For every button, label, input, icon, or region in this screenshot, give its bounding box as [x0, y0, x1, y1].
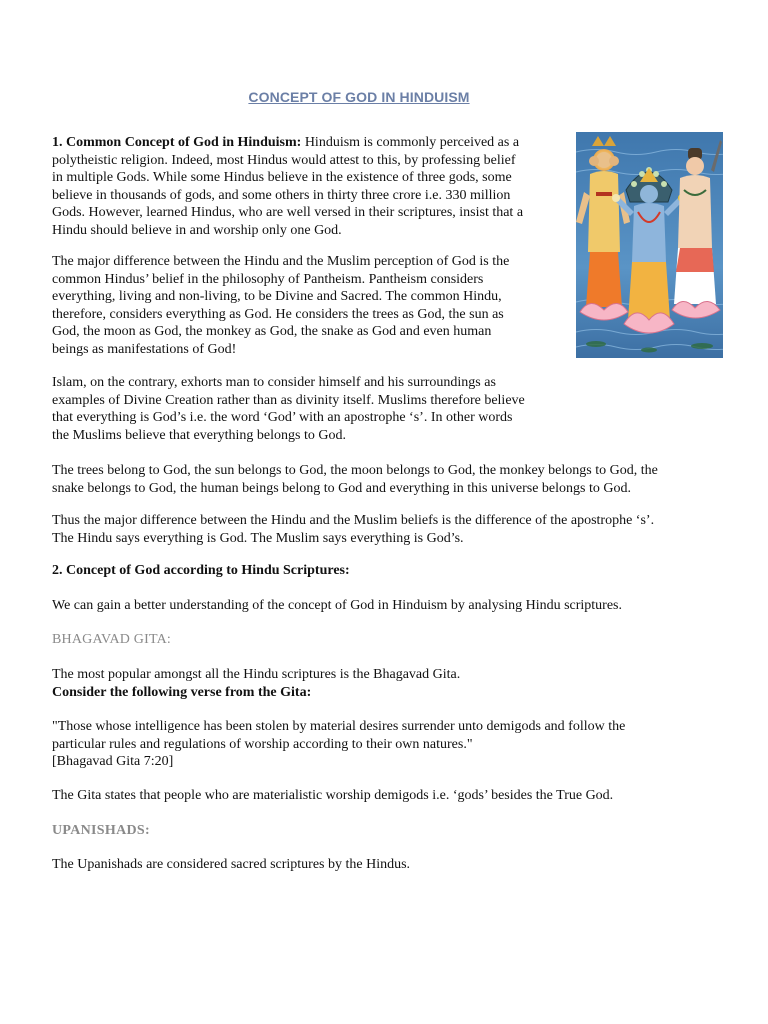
page-title: CONCEPT OF GOD IN HINDUISM [248, 89, 470, 105]
gita-intro-paragraph [52, 666, 712, 701]
paragraph-line: The trees belong to God, the sun belongs to God, the moon belongs to God, the monkey belongs to God, the [52, 463, 658, 478]
islam-paragraph [52, 374, 564, 444]
section1-paragraph [52, 134, 564, 240]
section1-line: Hinduism is commonly perceived as a [301, 135, 520, 150]
gita-consider-line: Consider the following verse from the Gita: [52, 684, 312, 700]
upanishads-paragraph [52, 856, 712, 874]
section1-line: Gods. However, learned Hindus, who are well versed in their scriptures, insist that a [52, 205, 524, 221]
quote-line: particular rules and regulations of worship according to their own natures." [52, 736, 473, 752]
pantheism-paragraph [52, 253, 564, 359]
paragraph-line: everything, living and non-living, to be Divine and Sacred. The common Hindu, [52, 289, 502, 305]
quote-line: "Those whose intelligence has been stolen by material desires surrender unto demigods and follow the [52, 719, 626, 734]
paragraph-line: examples of Divine Creation rather than as divinity itself. Muslims therefore believe [52, 392, 525, 408]
bhagavad-heading [52, 631, 712, 649]
paragraph-line: The major difference between the Hindu and the Muslim perception of God is the [52, 254, 510, 269]
scriptures-paragraph [52, 597, 712, 615]
section2-heading [52, 562, 712, 580]
upanishads-heading-text: UPANISHADS: [52, 823, 150, 838]
bhagavad-heading-colon: : [166, 632, 172, 647]
section1-line: polytheistic religion. Indeed, most Hindus would attest to this, by professing belief [52, 152, 516, 168]
apostrophe-paragraph [52, 512, 712, 547]
gita-quote [52, 718, 712, 771]
section1-heading: 1. Common Concept of God in Hinduism: [52, 135, 302, 150]
belongs-paragraph [52, 462, 712, 497]
paragraph-line: The most popular amongst all the Hindu scriptures is the Bhagavad Gita. [52, 667, 461, 682]
upanishads-heading [52, 822, 712, 840]
gita-statement [52, 787, 712, 805]
paragraph-line: common Hindus’ belief in the philosophy of Pantheism. Pantheism considers [52, 271, 484, 287]
paragraph-line: beings as manifestations of God! [52, 341, 237, 357]
paragraph-line: We can gain a better understanding of the concept of God in Hinduism by analysing Hindu scriptures. [52, 598, 623, 613]
bhagavad-heading-text: BHAGAVAD GITA [52, 632, 167, 647]
paragraph-line: God, the moon as God, the monkey as God, the snake as God and even human [52, 324, 492, 340]
section1-line: in multiple Gods. While some Hindus believe in the existence of three gods, some [52, 170, 512, 186]
paragraph-line: Thus the major difference between the Hindu and the Muslim beliefs is the difference of the apostrophe ‘s’. [52, 513, 655, 528]
paragraph-line: The Hindu says everything is God. The Muslim says everything is God’s. [52, 530, 464, 546]
section2-title: . Concept of God according to Hindu Scriptures: [59, 563, 350, 578]
section1-line: Hindu should believe in and worship only one God. [52, 222, 342, 238]
paragraph-line: The Gita states that people who are materialistic worship demigods i.e. ‘gods’ besides the True God. [52, 788, 614, 803]
paragraph-line: that everything is God’s i.e. the word ‘God’ with an apostrophe ‘s’. In other words [52, 410, 513, 426]
paragraph-line: therefore, considers everything as God. He considers the trees as God, the sun as [52, 306, 504, 322]
trimurti-illustration [576, 132, 723, 358]
paragraph-line: The Upanishads are considered sacred scriptures by the Hindus. [52, 857, 411, 872]
paragraph-line: snake belongs to God, the human beings belong to God and everything in this universe belongs to God. [52, 480, 631, 496]
gita-citation: [Bhagavad Gita 7:20] [52, 754, 174, 770]
section2-number: 2 [52, 563, 59, 578]
paragraph-line: the Muslims believe that everything belongs to God. [52, 427, 346, 443]
paragraph-line: Islam, on the contrary, exhorts man to consider himself and his surroundings as [52, 375, 496, 390]
section1-line: believe in thousands of gods, and some others in thirty three crore i.e. 330 million [52, 187, 511, 203]
